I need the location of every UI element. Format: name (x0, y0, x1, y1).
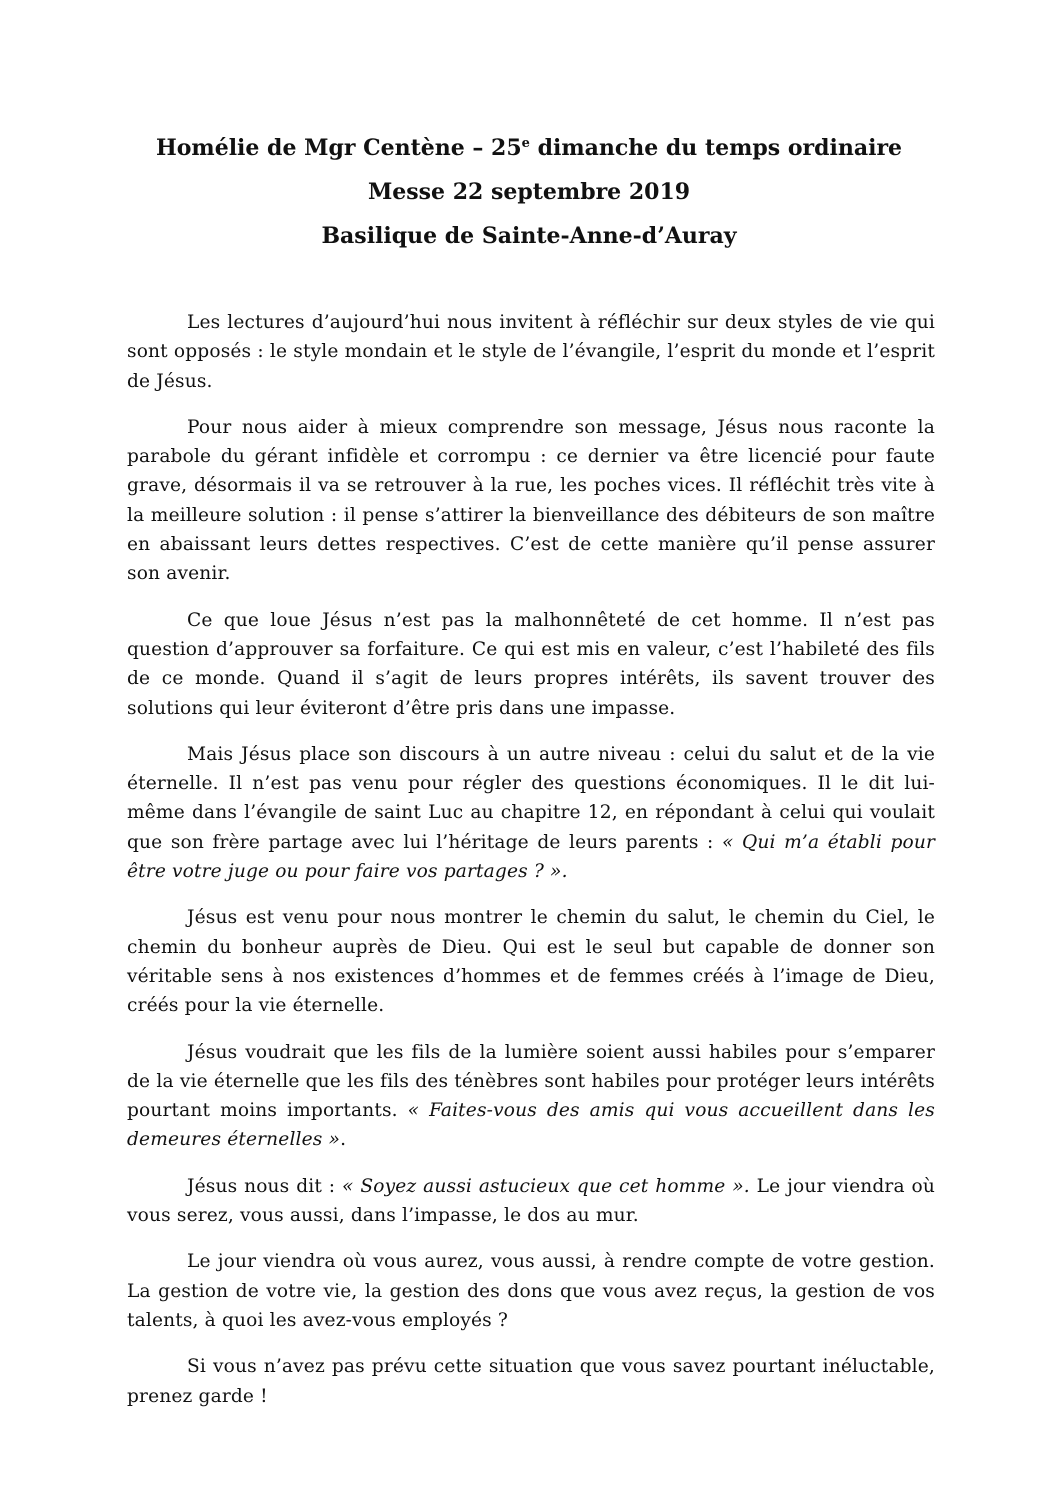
paragraph-6-end: . (340, 1129, 347, 1151)
paragraph-2: Pour nous aider à mieux comprendre son message, Jésus nous raconte la parabole du gérant infidèle et corrompu : ce dernier va être licencié pour faute grave, désormais il va se retrouver à la rue, les poches vices. Il réfléchit très vite à la meilleure solution : il pense s’attirer la bienveillance des débiteurs de son maître en abaissant leurs dettes respectives. C’est de cette manière qu’il pense assurer son avenir. (127, 416, 935, 585)
paragraph-4-quote: « Qui m’a établi pour être votre juge ou pour faire vos partages ? ». (127, 831, 936, 883)
paragraph-5: Jésus est venu pour nous montrer le chemin du salut, le chemin du Ciel, le chemin du bonheur auprès de Dieu. Qui est le seul but capable de donner son véritable sens à nos existences d’hommes et de femmes créés à l’image de Dieu, créés pour la vie éternelle. (127, 907, 935, 1017)
place-name: Basilique de Sainte-Anne-d’Auray (321, 223, 737, 249)
paragraph-1: Les lectures d’aujourd’hui nous invitent à réfléchir sur deux styles de vie qui sont opposés : le style mondain et le style de l’évangile, l’esprit du monde et l’esprit de Jésus. (127, 312, 935, 392)
paragraph-6-quote: « Faites-vous des amis qui vous accueillent dans les demeures éternelles » (127, 1100, 935, 1151)
paragraph-8: Le jour viendra où vous aurez, vous aussi, à rendre compte de votre gestion. La gestion de votre vie, la gestion des dons que vous avez reçus, la gestion de vos talents, à quoi les avez-vous employés ? (127, 1251, 935, 1331)
paragraph-4-text: Mais Jésus place son discours à un autre niveau : celui du salut et de la vie éternelle. Il n’est pas venu pour régler des questions économiques. Il le dit lui-même dans l’évangile de saint Luc au chapitre 12, en répondant à celui qui voulait que son frère partage avec lui l’héritage de leurs parents : (127, 743, 935, 853)
document-header (100, 126, 958, 258)
paragraph-4 (127, 740, 935, 886)
paragraph-3: Ce que loue Jésus n’est pas la malhonnêteté de cet homme. Il n’est pas question d’approuver sa forfaiture. Ce qui est mis en valeur, c’est l’habileté des fils de ce monde. Quand il s’agit de leurs propres intérêts, ils savent trouver des solutions qui leur éviteront d’être pris dans une impasse. (127, 609, 935, 719)
homily-title (100, 126, 958, 170)
paragraph-7 (127, 1172, 935, 1231)
title-superscript: e (521, 136, 530, 151)
title-suffix: dimanche du temps ordinaire (529, 135, 903, 161)
mass-date: Messe 22 septembre 2019 (367, 179, 691, 205)
paragraph-7-end: Le jour viendra où vous serez, vous aussi, dans l’impasse, le dos au mur. (127, 1175, 935, 1227)
title-prefix: Homélie de Mgr Centène – 25 (155, 135, 522, 161)
homily-body (127, 308, 935, 1428)
paragraph-9: Si vous n’avez pas prévu cette situation que vous savez pourtant inéluctable, prenez garde ! (127, 1356, 935, 1407)
paragraph-7-quote: « Soyez aussi astucieux que cet homme ». (342, 1175, 750, 1197)
paragraph-6-text: Jésus voudrait que les fils de la lumière soient aussi habiles pour s’emparer de la vie éternelle que les fils des ténèbres sont habiles pour protéger leurs intérêts pourtant moins importants. (127, 1041, 935, 1122)
paragraph-7-start: Jésus nous dit : (187, 1175, 343, 1197)
paragraph-6 (127, 1038, 935, 1155)
